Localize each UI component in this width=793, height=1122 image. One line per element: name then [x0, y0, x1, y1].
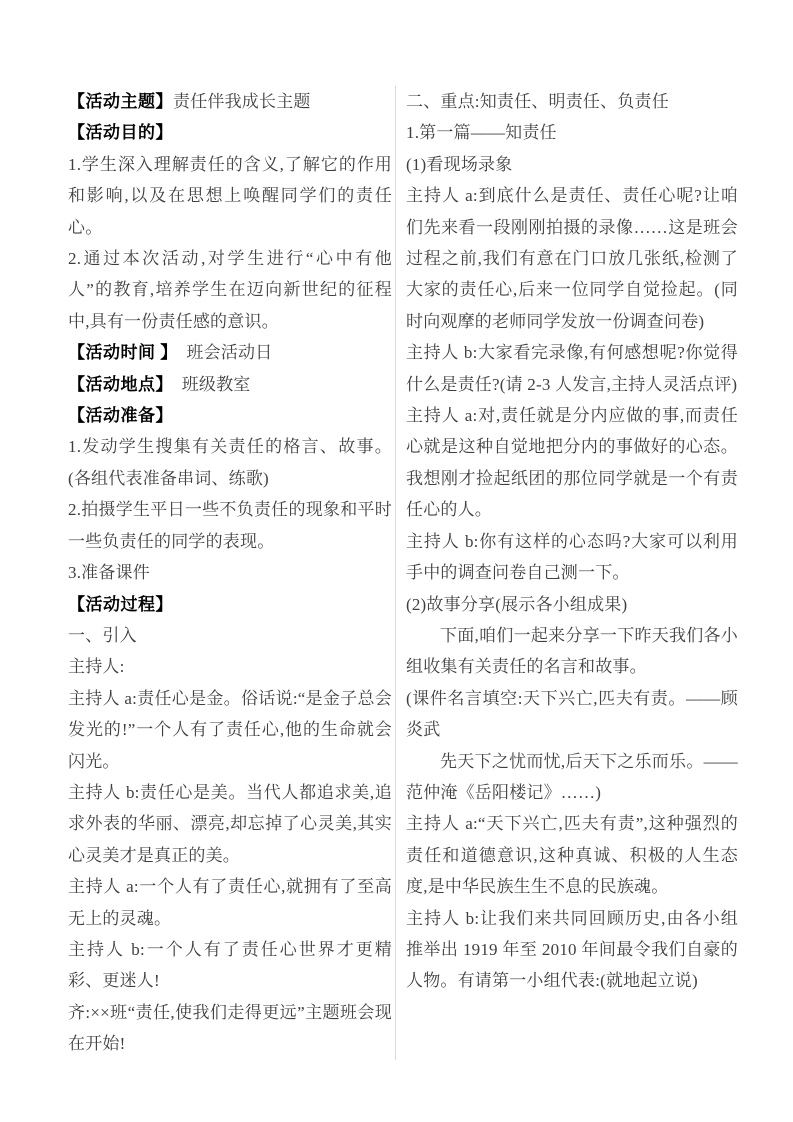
- section-label: 【活动地点】: [68, 374, 165, 394]
- column-divider: [395, 86, 396, 1060]
- paragraph-text: 主持人 b:一个人有了责任心世界才更精彩、更迷人!: [68, 939, 392, 991]
- paragraph-text: 二、重点:知责任、明责任、负责任: [406, 92, 669, 111]
- paragraph-text: 主持人 b:让我们来共同回顾历史,由各小组推举出 1919 年至 2010 年间最令我们自豪的人物。有请第一小组代表:(就地起立说): [406, 908, 738, 991]
- paragraph-text: 2.通过本次活动,对学生进行“心中有他人”的教育,培养学生在迈向新世纪的征程中,具有一份责任感的意识。: [68, 249, 392, 331]
- doc-paragraph: [68, 777, 392, 871]
- doc-paragraph: [406, 589, 738, 620]
- doc-paragraph: [406, 903, 738, 997]
- doc-paragraph: [406, 620, 738, 683]
- doc-paragraph: [68, 557, 392, 588]
- right-column: [406, 86, 738, 1060]
- doc-paragraph: [406, 86, 738, 117]
- paragraph-text: 主持人 a:责任心是金。俗话说:“是金子总会发光的!”一个人有了责任心,他的生命就会闪光。: [68, 688, 392, 771]
- paragraph-text: 下面,咱们一起来分享一下昨天我们各小组收集有关责任的名言和故事。: [406, 625, 738, 677]
- doc-paragraph: [68, 86, 392, 117]
- paragraph-text: 一、引入: [68, 625, 137, 645]
- doc-paragraph: [68, 149, 392, 243]
- paragraph-text: 主持人 a:到底什么是责任、责任心呢?让咱们先来看一段刚刚拍摄的录像……这是班会过程之前,我们有意在门口放几张纸,检测了大家的责任心,后来一位同学自觉捡起。(同时向观摩的老师同学发放一份调查问卷): [406, 186, 738, 331]
- doc-paragraph: [406, 149, 738, 180]
- paragraph-text: 班级教室: [164, 374, 251, 394]
- section-heading: [68, 400, 392, 431]
- doc-paragraph: [406, 400, 738, 526]
- section-heading: [68, 117, 392, 148]
- paragraph-text: (课件名言填空:天下兴亡,匹夫有责。——顾炎武: [406, 688, 738, 740]
- doc-paragraph: [68, 431, 392, 494]
- paragraph-text: 2.拍摄学生平日一些不负责任的现象和平时一些负责任的同学的表现。: [68, 500, 392, 551]
- section-label: 【活动时间 】: [68, 343, 170, 363]
- doc-paragraph: [68, 683, 392, 777]
- paragraph-text: 主持人 a:“天下兴亡,匹夫有责”,这种强烈的责任和道德意识,这种真诚、积极的人生态度,是中华民族生生不息的民族魂。: [406, 814, 738, 897]
- doc-paragraph: [68, 243, 392, 337]
- doc-paragraph: [68, 934, 392, 997]
- paragraph-text: 主持人 a:一个人有了责任心,就拥有了至高无上的灵魂。: [68, 877, 392, 928]
- section-label: 【活动主题】: [68, 92, 173, 111]
- paragraph-text: (2)故事分享(展示各小组成果): [406, 594, 628, 614]
- paragraph-text: 1.学生深入理解责任的含义,了解它的作用和影响,以及在思想上唤醒同学们的责任心。: [68, 154, 392, 237]
- section-label: 【活动目的】: [68, 123, 173, 143]
- doc-paragraph: [406, 808, 738, 902]
- paragraph-text: 主持人 b:责任心是美。当代人都追求美,追求外表的华丽、漂亮,却忘掉了心灵美,其实心灵美才是真正的美。: [68, 782, 392, 865]
- doc-paragraph: [68, 997, 392, 1060]
- paragraph-text: 1.第一篇——知责任: [406, 123, 557, 143]
- paragraph-text: 1.发动学生搜集有关责任的格言、故事。(各组代表准备串词、练歌): [68, 437, 392, 488]
- doc-paragraph: [68, 494, 392, 557]
- left-column: [68, 86, 392, 1060]
- paragraph-text: 3.准备课件: [68, 563, 150, 583]
- doc-paragraph: [406, 337, 738, 400]
- doc-paragraph: [68, 871, 392, 934]
- doc-paragraph: [406, 180, 738, 337]
- doc-paragraph: [406, 526, 738, 589]
- paragraph-text: 主持人 a:对,责任就是分内应做的事,而责任心就是这种自觉地把分内的事做好的心态。我想刚才捡起纸团的那位同学就是一个有责任心的人。: [406, 406, 738, 520]
- paragraph-text: 齐:××班“责任,使我们走得更远”主题班会现在开始!: [68, 1002, 392, 1054]
- doc-paragraph: [406, 683, 738, 746]
- paragraph-text: 主持人:: [68, 657, 125, 677]
- section-label: 【活动准备】: [68, 406, 173, 426]
- paragraph-text: 主持人 b:你有这样的心态吗?大家可以利用手中的调查问卷自己测一下。: [406, 531, 738, 583]
- doc-paragraph: [68, 651, 392, 682]
- section-label: 【活动过程】: [68, 594, 173, 614]
- paragraph-text: 班会活动日: [169, 343, 273, 363]
- section-heading: [68, 589, 392, 620]
- paragraph-text: 先天下之忧而忧,后天下之乐而乐。——范仲淹《岳阳楼记》……): [406, 751, 738, 802]
- doc-paragraph: [68, 620, 392, 651]
- doc-paragraph: [68, 337, 392, 368]
- paragraph-text: 主持人 b:大家看完录像,有何感想呢?你觉得什么是责任?(请 2-3 人发言,主持人灵活点评): [406, 343, 738, 394]
- paragraph-text: 责任伴我成长主题: [173, 92, 311, 111]
- paragraph-text: (1)看现场录象: [406, 154, 513, 174]
- doc-paragraph: [406, 746, 738, 809]
- doc-paragraph: [406, 117, 738, 148]
- doc-paragraph: [68, 369, 392, 400]
